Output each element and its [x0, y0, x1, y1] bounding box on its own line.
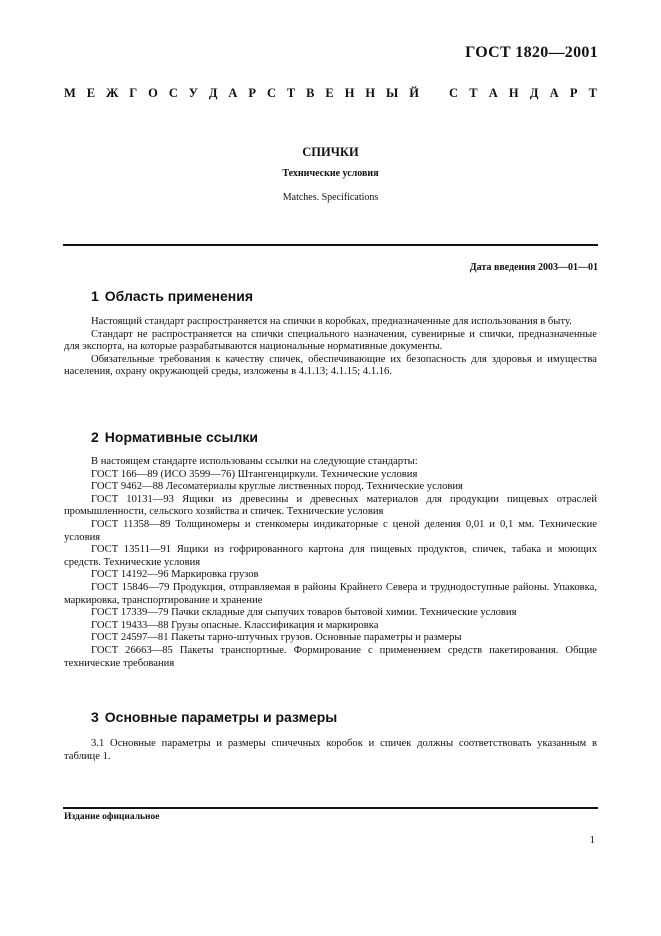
- paragraph: 3.1 Основные параметры и размеры спичечных коробок и спичек должны соответствовать указанным в таблице 1.: [64, 738, 597, 762]
- reference-item: ГОСТ 15846—79 Продукция, отправляемая в районы Крайнего Севера и труднодоступные районы. Упаковка, маркировка, транспортирование и хранение: [64, 581, 597, 606]
- reference-item: ГОСТ 9462—88 Лесоматериалы круглые лиственных пород. Технические условия: [91, 481, 463, 493]
- reference-item: ГОСТ 17339—79 Пачки складные для сыпучих товаров бытовой химии. Технические условия: [91, 607, 517, 619]
- document-subtitle-english: Matches. Specifications: [282, 192, 379, 203]
- paragraph: Стандарт не распространяется на спички специального назначения, сувенирные и спички, предназначенные для экспорта, на которые разрабатываются национальные нормативные документы.: [64, 328, 597, 353]
- section-heading-scope: 1 Область применения: [91, 288, 254, 304]
- paragraph: Обязательные требования к качеству спичек, обеспечивающие их безопасность для здоровья и имущества населения, охрану окружающей среды, изложены в 4.1.13; 4.1.15; 4.1.16.: [64, 353, 597, 378]
- section-heading-parameters: 3 Основные параметры и размеры: [91, 709, 338, 725]
- reference-item: ГОСТ 24597—81 Пакеты тарно-штучных грузов. Основные параметры и размеры: [91, 632, 462, 644]
- reference-item: ГОСТ 10131—93 Ящики из древесины и древесных материалов для продукции пищевых отраслей промышленности, сельского хозяйства и спичек. Технические условия: [64, 493, 597, 518]
- page-number: 1: [589, 834, 595, 846]
- document-subtitle: Технические условия: [282, 168, 379, 179]
- reference-item: ГОСТ 166—89 (ИСО 3599—76) Штангенциркули. Технические условия: [91, 468, 418, 480]
- paragraph: Настоящий стандарт распространяется на спички в коробках, предназначенные для использования в быту.: [91, 316, 572, 327]
- section-heading-references: 2 Нормативные ссылки: [91, 429, 258, 445]
- paragraph: В настоящем стандарте использованы ссылки на следующие стандарты:: [91, 456, 418, 467]
- section-body-references: [64, 456, 597, 670]
- introduction-date: Дата введения 2003—01—01: [469, 262, 598, 273]
- section-body-parameters: [64, 738, 597, 763]
- gost-id: ГОСТ 1820—2001: [465, 44, 598, 61]
- category-word-interstate: М Е Ж Г О С У Д А Р С Т В Е Н Н Ы Й: [64, 86, 419, 100]
- document-title: СПИЧКИ: [302, 145, 359, 159]
- footer-divider: [63, 807, 598, 809]
- reference-item: ГОСТ 11358—89 Толщиномеры и стенкомеры индикаторные с ценой деления 0,01 и 0,1 мм. Технические условия: [64, 518, 597, 543]
- reference-item: ГОСТ 13511—91 Ящики из гофрированного картона для пищевых продуктов, спичек, табака и моющих средств. Технические условия: [64, 544, 597, 568]
- reference-item: ГОСТ 14192—96 Маркировка грузов: [91, 569, 259, 581]
- reference-item: ГОСТ 26663—85 Пакеты транспортные. Формирование с применением средств пакетирования. Общие технические требования: [64, 644, 597, 669]
- reference-item: ГОСТ 19433—88 Грузы опасные. Классификация и маркировка: [91, 619, 379, 631]
- section-body-scope: [64, 316, 597, 379]
- category-word-standard: С Т А Н Д А Р Т: [449, 86, 597, 100]
- official-edition-label: Издание официальное: [64, 812, 160, 822]
- category-header: [64, 86, 597, 101]
- title-divider: [63, 244, 598, 246]
